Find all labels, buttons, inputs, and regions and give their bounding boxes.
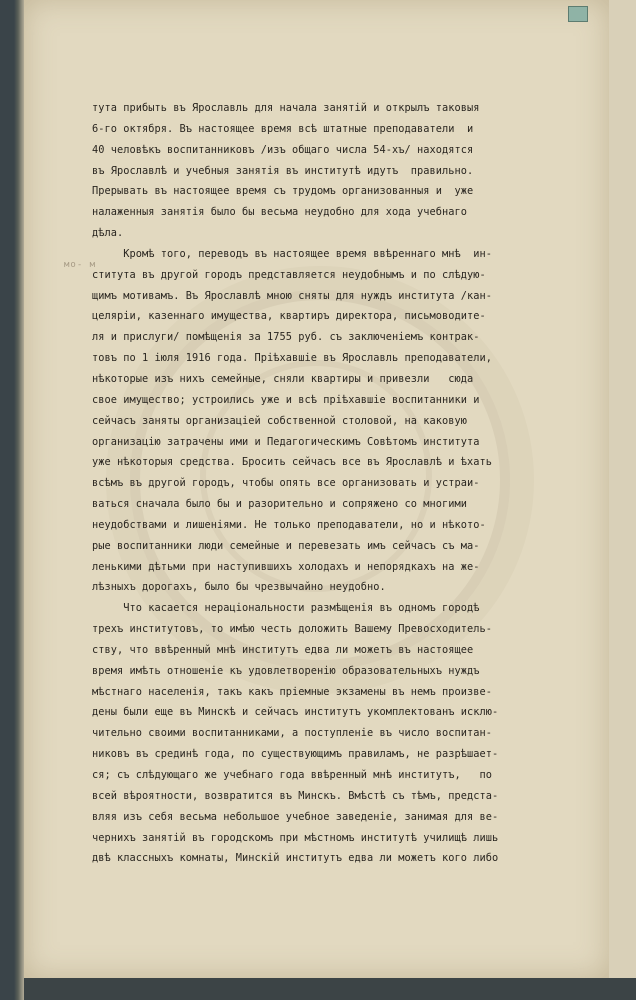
text-line: мѣстнаго населенія, такъ какъ пріемные экзамены въ немъ произве-	[92, 685, 492, 698]
text-line: 6-го октября. Въ настоящее время всѣ штатные преподаватели и	[92, 122, 474, 135]
text-line: всей вѣроятности, возвратится въ Минскъ. Вмѣстѣ съ тѣмъ, предста-	[92, 789, 499, 802]
text-line: двѣ классныхъ комнаты, Минскій институтъ едва ли можетъ кого либо	[92, 852, 499, 865]
typed-text-body	[92, 98, 604, 869]
text-line: чернихъ занятій въ городскомъ при мѣстномъ институтѣ училищѣ лишь	[92, 831, 499, 844]
text-line: время имѣть отношеніе къ удовлетворенію образовательныхъ нуждъ	[92, 664, 480, 677]
text-line: ваться сначала было бы и разорительно и сопряжено со многими	[92, 498, 467, 511]
text-line: щимъ мотивамъ. Въ Ярославлѣ мною сняты для нуждъ института /кан-	[92, 289, 492, 302]
text-line: вляя изъ себя весьма небольшое учебное заведеніе, занимая для ве-	[92, 810, 499, 823]
text-line: трехъ институтовъ, то имѣю честь доложить Вашему Превосходитель-	[92, 623, 492, 636]
text-line: ству, что ввѣренный мнѣ институтъ едва ли можетъ въ настоящее	[92, 643, 474, 656]
text-line: ля и прислуги/ помѣщенія за 1755 руб. съ заключеніемъ контрак-	[92, 331, 480, 344]
text-line: рые воспитанники люди семейные и перевезать имъ сейчасъ съ ма-	[92, 539, 480, 552]
text-line: Кромѣ того, переводъ въ настоящее время ввѣреннаго мнѣ ин-	[92, 247, 492, 260]
text-line: неудобствами и лишеніями. Не только преподаватели, но и нѣкото-	[92, 518, 486, 531]
text-line: целяріи, казеннаго имущества, квартиръ директора, письмоводите-	[92, 310, 486, 323]
text-line: Прерывать въ настоящее время съ трудомъ организованныя и уже	[92, 185, 474, 198]
text-line: нѣкоторые изъ нихъ семейные, сняли квартиры и привезли сюда	[92, 372, 474, 385]
text-line: всѣмъ въ другой городъ, чтобы опять все организовать и устраи-	[92, 477, 480, 490]
text-line: организацію затрачены ими и Педагогическимъ Совѣтомъ института	[92, 435, 480, 448]
text-line: лѣзныхъ дорогахъ, было бы чрезвычайно неудобно.	[92, 581, 386, 594]
text-line: 40 человѣкъ воспитанниковъ /изъ общаго числа 54-хъ/ находятся	[92, 143, 474, 156]
text-line: ленькими дѣтьми при наступившихъ холодахъ и непорядкахъ на же-	[92, 560, 480, 573]
text-line: налаженныя занятія было бы весьма неудобно для хода учебнаго	[92, 206, 467, 219]
archive-tab-marker	[568, 6, 588, 22]
text-line: тута прибыть въ Ярославль для начала занятій и открылъ таковыя	[92, 102, 480, 114]
text-line: свое имущество; устроились уже и всѣ пріѣхавшіе воспитанники и	[92, 393, 480, 406]
text-line: товъ по 1 іюля 1916 года. Пріѣхавшіе въ Ярославль преподаватели,	[92, 352, 492, 365]
text-line: ся; съ слѣдующаго же учебнаго года ввѣренный мнѣ институтъ, по	[92, 769, 492, 781]
text-line: ститута въ другой городъ представляется неудобнымъ и по слѣдую-	[92, 268, 486, 281]
text-line: чительно своими воспитанниками, а поступленіе въ число воспитан-	[92, 727, 492, 740]
text-line: никовъ въ срединѣ года, по существующимъ правиламъ, не разрѣшает-	[92, 748, 499, 761]
text-line: дены были еще въ Минскѣ и сейчасъ институтъ укомплектованъ исклю-	[92, 706, 499, 719]
margin-note: мо- м	[64, 260, 97, 270]
text-line: дѣла.	[92, 227, 124, 240]
text-line: сейчасъ заняты организаціей собственной столовой, на каковую	[92, 414, 467, 427]
text-line: уже нѣкоторыя средства. Бросить сейчасъ все въ Ярославлѣ и ѣхать	[92, 456, 492, 469]
scan-bottom-edge	[24, 978, 636, 1000]
text-line: Что касается нераціональности размѣщенія въ одномъ городѣ	[92, 602, 480, 615]
text-line: въ Ярославлѣ и учебныя занятія въ институтѣ идутъ правильно.	[92, 164, 474, 177]
